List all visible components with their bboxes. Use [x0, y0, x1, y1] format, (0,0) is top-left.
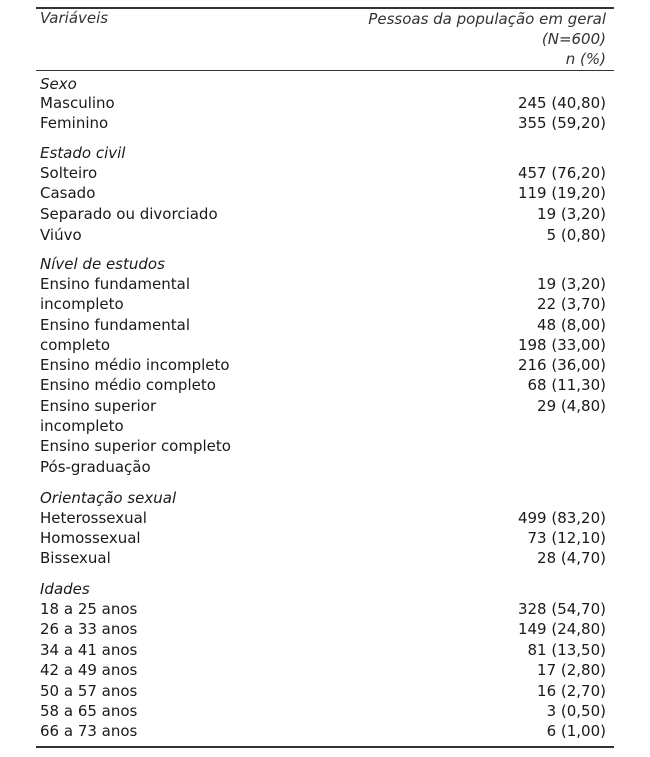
table-row: [40, 315, 606, 335]
table-row: [40, 619, 606, 639]
row-label: Bissexual: [40, 549, 111, 567]
table-row: [40, 183, 606, 203]
section-estado-civil: Estado civil: [40, 144, 126, 162]
header-variables: Variáveis: [40, 9, 109, 27]
row-value: 22 (3,70): [537, 295, 606, 313]
row-value: 198 (33,00): [517, 336, 606, 354]
table-row: [40, 375, 606, 395]
row-label: 66 a 73 anos: [40, 722, 138, 740]
row-value: 355 (59,20): [517, 114, 606, 132]
row-value: 81 (13,50): [527, 641, 606, 659]
table-row: [40, 599, 606, 619]
row-value: 19 (3,20): [537, 205, 606, 223]
section-sexo: Sexo: [40, 75, 77, 93]
row-value: 68 (11,30): [527, 376, 606, 394]
section-orientacao: Orientação sexual: [40, 489, 177, 507]
row-label: Ensino fundamental: [40, 316, 191, 334]
table-row: [40, 355, 606, 375]
row-value: 17 (2,80): [537, 661, 606, 679]
table-row: [40, 721, 606, 741]
row-value: 5 (0,80): [546, 226, 606, 244]
row-label: Feminino: [40, 114, 109, 132]
row-label: Ensino fundamental: [40, 275, 191, 293]
header-population-unit: n (%): [565, 50, 606, 68]
row-label: incompleto: [40, 295, 124, 313]
row-label: Separado ou divorciado: [40, 205, 218, 223]
table-row: [40, 163, 606, 183]
row-value: 245 (40,80): [517, 94, 606, 112]
header-population-n: (N=600): [541, 30, 606, 48]
row-label: 58 a 65 anos: [40, 702, 138, 720]
row-value: 28 (4,70): [537, 549, 606, 567]
table-row: [40, 274, 606, 294]
row-value: 3 (0,50): [546, 702, 606, 720]
section-nivel-estudos: Nível de estudos: [40, 255, 165, 273]
table-row: [40, 548, 606, 568]
table-row: [40, 416, 606, 436]
row-value: 149 (24,80): [517, 620, 606, 638]
row-value: 328 (54,70): [517, 600, 606, 618]
row-label: completo: [40, 336, 111, 354]
row-label: 50 a 57 anos: [40, 682, 138, 700]
row-value: 499 (83,20): [517, 509, 606, 527]
row-value: 457 (76,20): [517, 164, 606, 182]
row-label: incompleto: [40, 417, 124, 435]
row-label: Ensino médio incompleto: [40, 356, 230, 374]
row-label: Ensino superior completo: [40, 437, 231, 455]
row-label: Viúvo: [40, 226, 82, 244]
table-row: [40, 113, 606, 133]
header-population: [368, 9, 606, 69]
row-value: 19 (3,20): [537, 275, 606, 293]
row-value: 6 (1,00): [546, 722, 606, 740]
table-row: [40, 457, 606, 477]
row-value: 48 (8,00): [537, 316, 606, 334]
row-value: 29 (4,80): [537, 397, 606, 415]
row-label: Masculino: [40, 94, 115, 112]
bottom-rule: [36, 746, 614, 748]
row-value: 16 (2,70): [537, 682, 606, 700]
row-value: 216 (36,00): [517, 356, 606, 374]
table-row: [40, 528, 606, 548]
row-value: 73 (12,10): [527, 529, 606, 547]
table-row: [40, 660, 606, 680]
section-idades: Idades: [40, 580, 90, 598]
row-label: Solteiro: [40, 164, 98, 182]
table-row: [40, 396, 606, 416]
row-label: 34 a 41 anos: [40, 641, 138, 659]
row-label: Ensino médio completo: [40, 376, 216, 394]
row-label: Ensino superior: [40, 397, 157, 415]
row-label: Pós-graduação: [40, 458, 151, 476]
table-row: [40, 701, 606, 721]
table-row: [40, 640, 606, 660]
row-label: Homossexual: [40, 529, 141, 547]
row-value: 119 (19,20): [517, 184, 606, 202]
table-row: [40, 225, 606, 245]
table-row: [40, 335, 606, 355]
table-row: [40, 508, 606, 528]
header-rule: [36, 70, 614, 71]
table-row: [40, 681, 606, 701]
row-label: 42 a 49 anos: [40, 661, 138, 679]
table-row: [40, 93, 606, 113]
row-label: 26 a 33 anos: [40, 620, 138, 638]
row-label: Casado: [40, 184, 96, 202]
row-label: 18 a 25 anos: [40, 600, 138, 618]
table-row: [40, 436, 606, 456]
table-row: [40, 204, 606, 224]
header-population-title: Pessoas da população em geral: [368, 10, 606, 28]
table-row: [40, 294, 606, 314]
row-label: Heterossexual: [40, 509, 147, 527]
